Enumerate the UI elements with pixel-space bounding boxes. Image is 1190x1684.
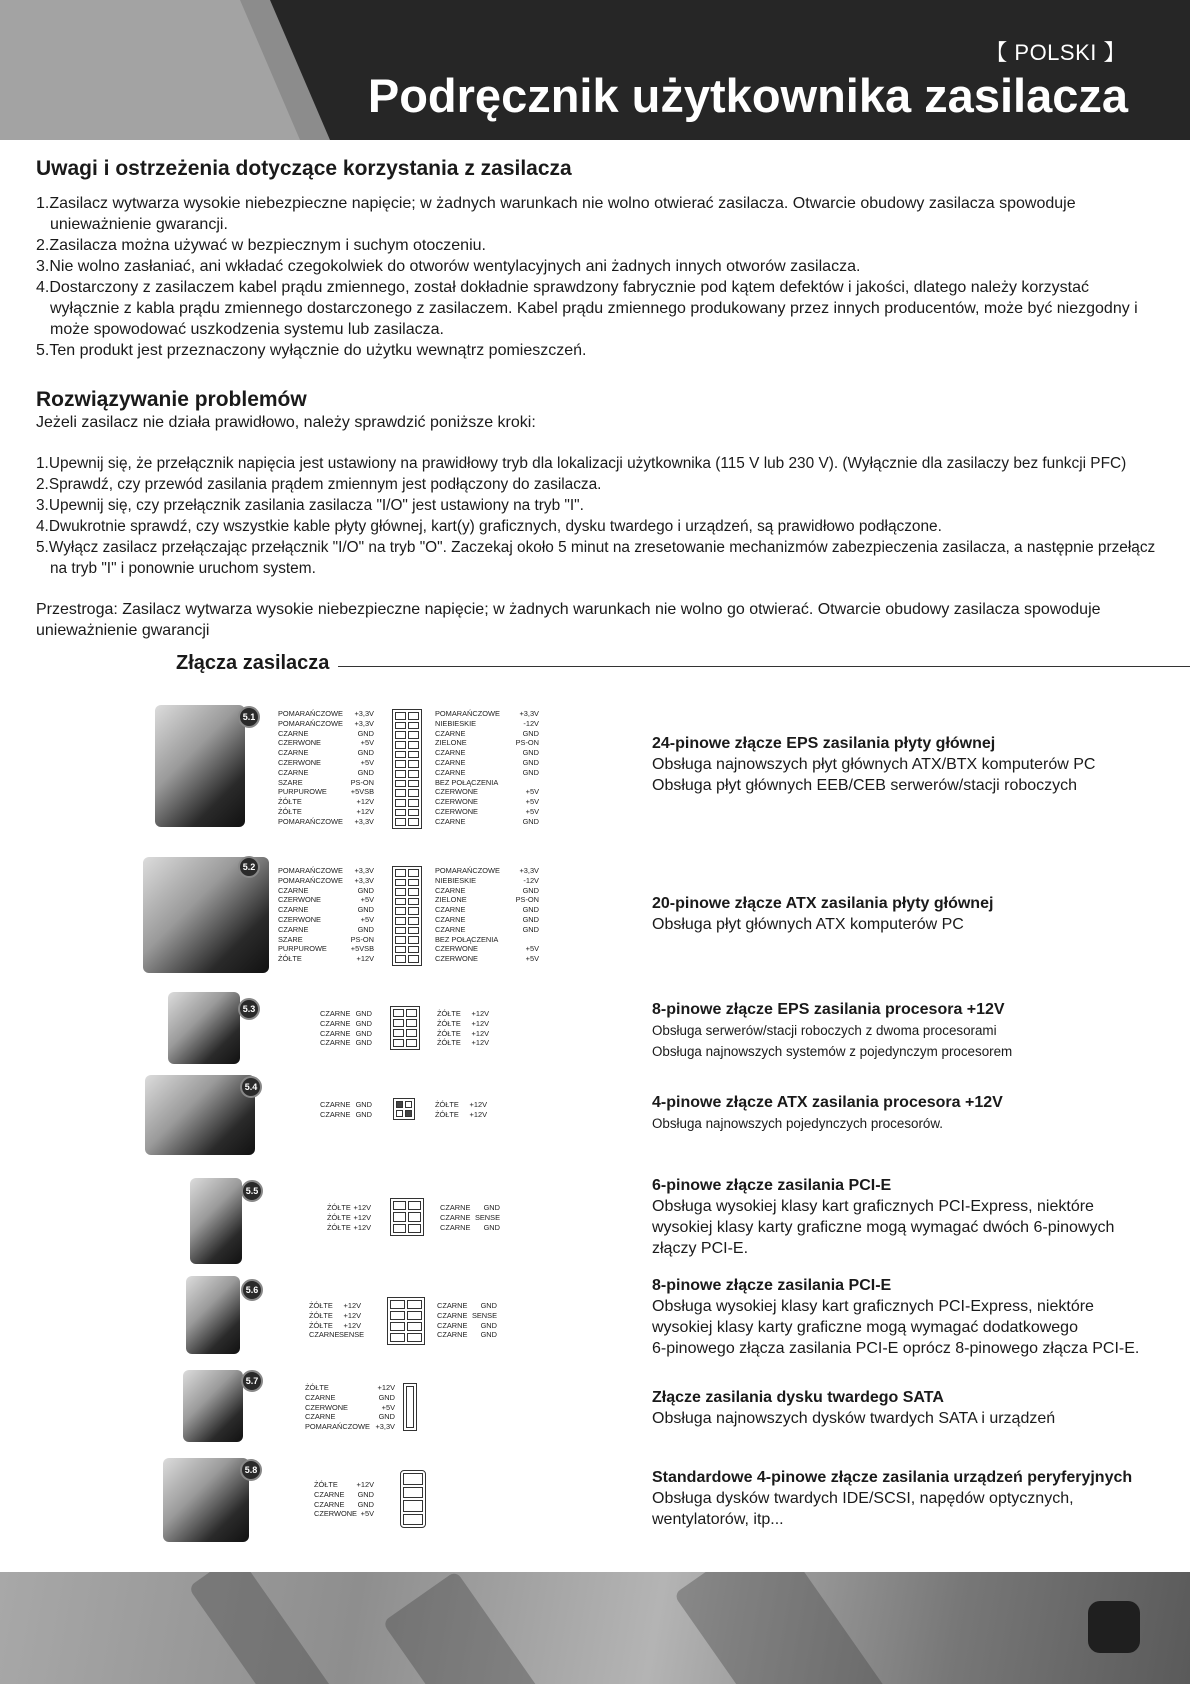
pin-label: CZARNE GND bbox=[320, 1038, 372, 1048]
pin-label: CZARNE GND bbox=[278, 728, 374, 738]
connector-line: Obsługa najnowszych płyt głównych ATX/BTX komputerów PC bbox=[652, 756, 1096, 773]
pin-label: PURPUROWE +5VSB bbox=[278, 787, 374, 797]
pin-list-left bbox=[320, 1009, 372, 1048]
pin-label: CZARNE GND bbox=[305, 1412, 395, 1422]
pin-label: ZIELONE PS-ON bbox=[435, 895, 539, 905]
connector-pin bbox=[408, 731, 419, 739]
pin-list-right bbox=[437, 1009, 489, 1048]
connector-description bbox=[652, 1467, 1162, 1530]
pin-label: ŻÓŁTE +12V bbox=[437, 1028, 489, 1038]
connector-pin bbox=[395, 731, 406, 739]
pin-label: POMARAŃCZOWE +3,3V bbox=[278, 875, 374, 885]
connector-pin bbox=[408, 741, 419, 749]
connector-badge: 5.1 bbox=[238, 706, 260, 728]
pin-label: CZERWONE +5V bbox=[278, 757, 374, 767]
connector-photo-24pin bbox=[155, 705, 245, 827]
connector-description bbox=[652, 999, 1162, 1062]
list-item: 5.Wyłącz zasilacz przełączając przełącznik "I/O" na tryb "O". Zaczekaj około 5 minut na zresetowanie mechanizmów zabezpieczenia zasilacza, a następnie przełącz na tryb "I" i ponownie uruchom system. bbox=[36, 539, 1156, 577]
pin-label: CZARNE SENSE bbox=[440, 1212, 500, 1222]
connector-pin bbox=[395, 955, 406, 963]
pin-label: ŻÓŁTE +12V bbox=[437, 1009, 489, 1018]
connector-line: 6-pinowego złącza zasilania PCI-E oprócz 8-pinowego złącza PCI-E. bbox=[652, 1340, 1140, 1357]
pin-label: CZERWONE +5V bbox=[435, 797, 539, 807]
pin-label: ŻÓŁTE +12V bbox=[327, 1212, 371, 1222]
connector-description bbox=[652, 1092, 1162, 1134]
pin-label: CZARNE GND bbox=[278, 748, 374, 758]
pin-label: CZARNE GND bbox=[320, 1018, 372, 1028]
connector-pin bbox=[408, 888, 419, 896]
pin-list-left bbox=[314, 1480, 374, 1519]
footer-decoration bbox=[382, 1572, 547, 1684]
pin-label: CZERWONE +5V bbox=[435, 806, 539, 816]
pin-label: CZERWONE +5V bbox=[278, 895, 374, 905]
pin-label: CZARNE GND bbox=[278, 885, 374, 895]
connector-pin bbox=[395, 780, 406, 788]
pin-label: CZARNE GND bbox=[437, 1320, 497, 1330]
connector-pin bbox=[395, 936, 406, 944]
pin-label: POMARAŃCZOWE +3,3V bbox=[435, 866, 539, 875]
pin-label: CZARNE GND bbox=[435, 728, 539, 738]
pin-label: CZARNE GND bbox=[440, 1203, 500, 1212]
pin-diagram-8pin-pcie bbox=[387, 1297, 425, 1345]
connector-pin bbox=[395, 879, 406, 887]
pin-label: POMARAŃCZOWE +3,3V bbox=[435, 709, 539, 718]
list-item: 4.Dwukrotnie sprawdź, czy wszystkie kable płyty głównej, kart(y) graficznych, dysku twardego i urządzeń, są prawidłowo podłączone. bbox=[36, 518, 942, 535]
pin-label: ŻÓŁTE +12V bbox=[435, 1100, 487, 1109]
connector-pin bbox=[407, 1333, 422, 1342]
connector-pin bbox=[406, 1029, 417, 1037]
pin-list-right bbox=[435, 709, 539, 827]
pin-list-right bbox=[435, 1100, 487, 1120]
pin-label: CZARNE GND bbox=[278, 767, 374, 777]
connector-badge: 5.5 bbox=[241, 1180, 263, 1202]
connector-pin bbox=[393, 1224, 406, 1233]
connector-description bbox=[652, 1387, 1162, 1429]
connector-pin bbox=[407, 1300, 422, 1309]
connector-badge: 5.6 bbox=[241, 1279, 263, 1301]
pin-label: CZARNE GND bbox=[320, 1009, 372, 1018]
connector-pin bbox=[390, 1322, 405, 1331]
pin-label: CZARNE GND bbox=[435, 924, 539, 934]
connector-pin bbox=[395, 741, 406, 749]
connector-badge: 5.2 bbox=[238, 856, 260, 878]
pin-label: CZARNE GND bbox=[320, 1028, 372, 1038]
pin-label: CZARNE GND bbox=[305, 1392, 395, 1402]
pin-label: CZARNE GND bbox=[435, 767, 539, 777]
list-item: 5.Ten produkt jest przeznaczony wyłącznie do użytku wewnątrz pomieszczeń. bbox=[36, 342, 587, 359]
connector-pin bbox=[393, 1019, 404, 1027]
connector-pin bbox=[395, 888, 406, 896]
connector-line: złączy PCI-E. bbox=[652, 1240, 749, 1257]
page-header bbox=[0, 0, 1190, 140]
pin-label: ŻÓŁTE +12V bbox=[327, 1203, 371, 1212]
pin-label: CZARNE GND bbox=[440, 1222, 500, 1232]
connector-description bbox=[652, 893, 1162, 935]
troubleshooting-intro: Jeżeli zasilacz nie działa prawidłowo, należy sprawdzić poniższe kroki: bbox=[36, 414, 536, 431]
connector-pin bbox=[395, 917, 406, 925]
connector-pin bbox=[393, 1029, 404, 1037]
connector-pin bbox=[395, 946, 406, 954]
connector-pin bbox=[406, 1019, 417, 1027]
pin-diagram-6pin-pcie bbox=[390, 1198, 424, 1236]
pin-label: CZERWONE +5V bbox=[278, 914, 374, 924]
pin-label: CZARNE GND bbox=[314, 1499, 374, 1509]
pin-label: CZERWONE +5V bbox=[314, 1509, 374, 1519]
pin-list-right bbox=[435, 866, 539, 964]
pin-label: CZARNE GND bbox=[435, 905, 539, 915]
pin-list-left bbox=[309, 1301, 365, 1340]
connector-pin bbox=[395, 760, 406, 768]
pin-label: ŻÓŁTE +12V bbox=[437, 1018, 489, 1028]
pin-label: CZARNE GND bbox=[435, 914, 539, 924]
connector-description bbox=[652, 1175, 1162, 1259]
connector-line: Obsługa najnowszych pojedynczych procesorów. bbox=[652, 1116, 944, 1131]
troubleshooting-list bbox=[36, 453, 1161, 579]
page-title: Podręcznik użytkownika zasilacza bbox=[367, 69, 1128, 122]
connector-title: 20-pinowe złącze ATX zasilania płyty głównej bbox=[652, 895, 994, 912]
warnings-section bbox=[36, 157, 1161, 361]
connector-badge: 5.7 bbox=[241, 1370, 263, 1392]
connector-pin bbox=[406, 1009, 417, 1017]
connector-pin bbox=[395, 712, 406, 720]
connector-pin bbox=[408, 809, 419, 817]
pin-label: POMARAŃCZOWE +3,3V bbox=[305, 1422, 395, 1432]
pin-diagram-4pin bbox=[393, 1098, 415, 1120]
connector-photo-6pin-pcie bbox=[190, 1178, 242, 1264]
pin-label: CZARNE SENSE bbox=[437, 1310, 497, 1320]
pin-label: ŻÓŁTE +12V bbox=[327, 1222, 371, 1232]
connector-pin bbox=[403, 1500, 423, 1512]
connector-pin bbox=[395, 722, 406, 730]
page-number-badge bbox=[1088, 1601, 1140, 1653]
connector-pin bbox=[395, 869, 406, 877]
pin-label: ŻÓŁTE +12V bbox=[309, 1301, 361, 1310]
pin-label: SZARE PS-ON bbox=[278, 934, 374, 944]
connector-line: wysokiej klasy karty graficzne mogą wymagać dwóch 6-pinowych bbox=[652, 1219, 1115, 1236]
pin-label: ŻÓŁTE +12V bbox=[278, 954, 374, 964]
connector-line: Obsługa wysokiej klasy kart graficznych PCI-Express, niektóre bbox=[652, 1198, 1094, 1215]
connector-pin bbox=[395, 751, 406, 759]
connector-pin bbox=[408, 1212, 421, 1221]
pin-label: CZARNE GND bbox=[437, 1330, 497, 1340]
connector-pin bbox=[408, 760, 419, 768]
pin-label: ŻÓŁTE +12V bbox=[278, 806, 374, 816]
connector-line: Obsługa najnowszych dysków twardych SATA i urządzeń bbox=[652, 1410, 1056, 1427]
connector-pin bbox=[403, 1487, 423, 1499]
connector-line: Obsługa płyt głównych ATX komputerów PC bbox=[652, 916, 964, 933]
pin-label: CZARNE SENSE bbox=[309, 1330, 365, 1340]
pin-label: CZARNE GND bbox=[435, 816, 539, 826]
warnings-heading: Uwagi i ostrzeżenia dotyczące korzystania z zasilacza bbox=[36, 157, 572, 180]
pin-label: CZARNE GND bbox=[314, 1489, 374, 1499]
pin-label: CZERWONE +5V bbox=[305, 1402, 395, 1412]
pin-label: POMARAŃCZOWE +3,3V bbox=[278, 709, 374, 718]
pin-label: CZARNE GND bbox=[320, 1100, 372, 1109]
connector-photo-sata bbox=[183, 1370, 243, 1442]
connector-pin bbox=[407, 1322, 422, 1331]
connector-title: Złącze zasilania dysku twardego SATA bbox=[652, 1389, 944, 1406]
pin-list-right bbox=[440, 1203, 500, 1232]
list-item: 3.Upewnij się, czy przełącznik zasilania zasilacza "I/O" jest ustawiony na tryb "I". bbox=[36, 497, 584, 514]
pin-list-left bbox=[305, 1383, 395, 1432]
connector-pin bbox=[396, 1110, 403, 1117]
connector-pin bbox=[395, 770, 406, 778]
connector-pin bbox=[403, 1473, 423, 1485]
connector-photo-8pin-pcie bbox=[186, 1276, 240, 1354]
connector-line: wysokiej klasy karty graficzne mogą wymagać dodatkowego bbox=[652, 1319, 1078, 1336]
page-footer bbox=[0, 1572, 1190, 1684]
pin-label: ŻÓŁTE +12V bbox=[305, 1383, 395, 1392]
pin-label: ŻÓŁTE +12V bbox=[278, 797, 374, 807]
connector-pin bbox=[395, 927, 406, 935]
caution-text: Przestroga: Zasilacz wytwarza wysokie niebezpieczne napięcie; w żadnych warunkach nie wolno go otwierać. Otwarcie obudowy zasilacza spowoduje unieważnienie gwarancji bbox=[36, 601, 1101, 639]
connector-pin bbox=[395, 799, 406, 807]
footer-decoration bbox=[188, 1572, 352, 1684]
connector-pin bbox=[408, 818, 419, 826]
pin-label: CZARNE GND bbox=[437, 1301, 497, 1310]
connector-pin bbox=[403, 1514, 423, 1526]
troubleshooting-heading: Rozwiązywanie problemów bbox=[36, 388, 307, 411]
pin-label: CZERWONE +5V bbox=[435, 954, 539, 964]
connector-pin bbox=[408, 955, 419, 963]
connector-photo-8pin-eps bbox=[168, 992, 240, 1064]
pin-label: ŻÓŁTE +12V bbox=[437, 1038, 489, 1048]
list-item: 2.Sprawdź, czy przewód zasilania prądem zmiennym jest podłączony do zasilacza. bbox=[36, 476, 602, 493]
pin-label: CZARNE GND bbox=[320, 1109, 372, 1119]
connector-line: Obsługa wysokiej klasy kart graficznych PCI-Express, niektóre bbox=[652, 1298, 1094, 1315]
pin-label: CZERWONE +5V bbox=[278, 738, 374, 748]
pin-label: CZARNE GND bbox=[278, 924, 374, 934]
connector-pin bbox=[408, 751, 419, 759]
connector-title: 24-pinowe złącze EPS zasilania płyty głównej bbox=[652, 735, 996, 752]
pin-list-left bbox=[278, 866, 374, 964]
connectors-divider bbox=[338, 666, 1190, 667]
pin-label: ŻÓŁTE +12V bbox=[314, 1480, 374, 1489]
pin-diagram-20pin bbox=[392, 866, 422, 966]
connector-line: Obsługa dysków twardych IDE/SCSI, napędów optycznych, bbox=[652, 1490, 1074, 1507]
connector-title: 6-pinowe złącze zasilania PCI-E bbox=[652, 1177, 892, 1194]
pin-diagram-molex bbox=[400, 1470, 426, 1528]
connector-pin bbox=[406, 1386, 414, 1428]
pin-label: NIEBIESKIE -12V bbox=[435, 875, 539, 885]
pin-label: ŻÓŁTE +12V bbox=[435, 1109, 487, 1119]
pin-list-right bbox=[437, 1301, 497, 1340]
pin-list-left bbox=[278, 709, 374, 827]
pin-label: PURPUROWE +5VSB bbox=[278, 944, 374, 954]
connector-badge: 5.4 bbox=[240, 1076, 262, 1098]
pin-diagram-sata bbox=[403, 1383, 417, 1431]
connector-badge: 5.8 bbox=[240, 1459, 262, 1481]
pin-label: CZARNE GND bbox=[435, 757, 539, 767]
pin-label: BEZ POŁĄCZENIA bbox=[435, 934, 499, 944]
pin-label: ŻÓŁTE +12V bbox=[309, 1320, 361, 1330]
connector-pin bbox=[408, 722, 419, 730]
footer-decoration bbox=[673, 1572, 886, 1684]
connector-title: 8-pinowe złącze EPS zasilania procesora +12V bbox=[652, 1001, 1005, 1018]
connector-pin bbox=[408, 770, 419, 778]
pin-diagram-8pin-eps bbox=[390, 1006, 420, 1050]
pin-label: CZERWONE +5V bbox=[435, 944, 539, 954]
pin-label: BEZ POŁĄCZENIA bbox=[435, 777, 499, 787]
connector-pin bbox=[395, 907, 406, 915]
connector-title: 4-pinowe złącze ATX zasilania procesora +12V bbox=[652, 1094, 1003, 1111]
pin-label: POMARAŃCZOWE +3,3V bbox=[278, 866, 374, 875]
connector-pin bbox=[395, 789, 406, 797]
connectors-heading: Złącza zasilacza bbox=[176, 652, 330, 674]
connector-pin bbox=[395, 898, 406, 906]
connector-pin bbox=[408, 907, 419, 915]
connector-pin bbox=[408, 917, 419, 925]
connector-line: Obsługa najnowszych systemów z pojedynczym procesorem bbox=[652, 1044, 1013, 1059]
connector-line: Obsługa płyt głównych EEB/CEB serwerów/stacji roboczych bbox=[652, 777, 1078, 794]
connector-pin bbox=[393, 1009, 404, 1017]
connector-pin bbox=[393, 1201, 406, 1210]
pin-diagram-24pin bbox=[392, 709, 422, 829]
connector-pin bbox=[408, 789, 419, 797]
pin-label: NIEBIESKIE -12V bbox=[435, 718, 539, 728]
connector-badge: 5.3 bbox=[238, 998, 260, 1020]
connector-pin bbox=[405, 1110, 412, 1117]
pin-label: ŻÓŁTE +12V bbox=[309, 1310, 361, 1320]
pin-label: CZARNE GND bbox=[435, 748, 539, 758]
connector-pin bbox=[408, 879, 419, 887]
connector-pin bbox=[405, 1101, 412, 1108]
connector-pin bbox=[408, 869, 419, 877]
pin-list-left bbox=[320, 1100, 372, 1120]
connector-pin bbox=[408, 780, 419, 788]
connector-pin bbox=[407, 1311, 422, 1320]
pin-label: ZIELONE PS-ON bbox=[435, 738, 539, 748]
connector-pin bbox=[396, 1101, 403, 1108]
connector-pin bbox=[395, 809, 406, 817]
list-item: 1.Zasilacz wytwarza wysokie niebezpieczne napięcie; w żadnych warunkach nie wolno otwierać zasilacza. Otwarcie obudowy zasilacza spowoduje unieważnienie gwarancji. bbox=[36, 195, 1076, 233]
connector-pin bbox=[408, 1201, 421, 1210]
connector-line: wentylatorów, itp... bbox=[652, 1511, 784, 1528]
connector-title: 8-pinowe złącze zasilania PCI-E bbox=[652, 1277, 892, 1294]
pin-label: SZARE PS-ON bbox=[278, 777, 374, 787]
list-item: 3.Nie wolno zasłaniać, ani wkładać czegokolwiek do otworów wentylacyjnych ani żadnych innych otworów zasilacza. bbox=[36, 258, 861, 275]
warnings-list bbox=[36, 193, 1161, 361]
connector-pin bbox=[408, 927, 419, 935]
connector-pin bbox=[408, 946, 419, 954]
connector-photo-molex bbox=[163, 1458, 249, 1542]
connector-photo-4pin-atx bbox=[145, 1075, 255, 1155]
connector-title: Standardowe 4-pinowe złącze zasilania urządzeń peryferyjnych bbox=[652, 1469, 1133, 1486]
pin-label: CZARNE GND bbox=[278, 905, 374, 915]
pin-list-left bbox=[327, 1203, 371, 1232]
list-item: 4.Dostarczony z zasilaczem kabel prądu zmiennego, został dokładnie sprawdzony fabrycznie pod kątem defektów i jakości, dlatego należy korzystać wyłącznie z kabla prądu zmiennego dostarczonego z zasilaczem. Kabel prądu zmiennego produkowany przez innych producentów, może być niezgodny i może spowodować uszkodzenia systemu lub zasilacza. bbox=[36, 279, 1138, 338]
pin-label: CZERWONE +5V bbox=[435, 787, 539, 797]
connector-pin bbox=[395, 818, 406, 826]
connector-pin bbox=[393, 1212, 406, 1221]
pin-label: POMARAŃCZOWE +3,3V bbox=[278, 718, 374, 728]
troubleshooting-section bbox=[36, 388, 1161, 641]
connector-pin bbox=[408, 898, 419, 906]
connector-description bbox=[652, 1275, 1162, 1359]
pin-label: POMARAŃCZOWE +3,3V bbox=[278, 816, 374, 826]
list-item: 1.Upewnij się, że przełącznik napięcia jest ustawiony na prawidłowy tryb dla lokalizacji użytkownika (115 V lub 230 V). (Wyłącznie dla zasilaczy bez funkcji PFC) bbox=[36, 455, 1127, 472]
connector-pin bbox=[408, 936, 419, 944]
list-item: 2.Zasilacza można używać w bezpiecznym i suchym otoczeniu. bbox=[36, 237, 486, 254]
connector-line: Obsługa serwerów/stacji roboczych z dwoma procesorami bbox=[652, 1023, 997, 1038]
connector-description bbox=[652, 733, 1162, 796]
pin-label: CZARNE GND bbox=[435, 885, 539, 895]
connector-pin bbox=[408, 799, 419, 807]
connector-pin bbox=[393, 1039, 404, 1047]
connector-pin bbox=[390, 1333, 405, 1342]
connector-pin bbox=[408, 1224, 421, 1233]
connector-pin bbox=[390, 1311, 405, 1320]
connector-pin bbox=[406, 1039, 417, 1047]
language-label: 【 POLSKI 】 bbox=[985, 40, 1126, 65]
connector-pin bbox=[408, 712, 419, 720]
connector-pin bbox=[390, 1300, 405, 1309]
